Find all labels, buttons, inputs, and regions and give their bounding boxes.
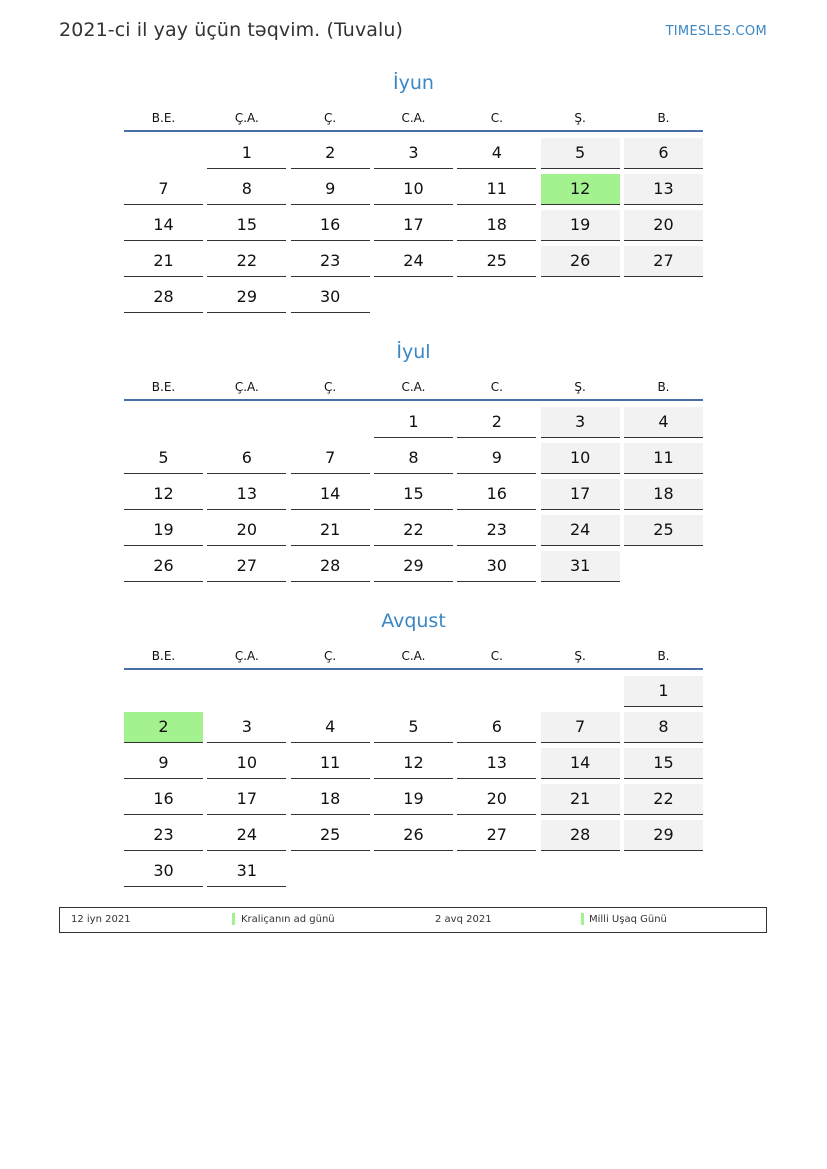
day-cell: 6 bbox=[207, 443, 286, 474]
day-cell: 25 bbox=[291, 820, 370, 851]
day-cell: 30 bbox=[457, 551, 536, 582]
weekday-label: C. bbox=[490, 380, 503, 394]
empty-day-cell bbox=[541, 676, 620, 706]
day-cell: 10 bbox=[541, 443, 620, 474]
week-row bbox=[124, 246, 703, 282]
page-title: 2021-ci il yay üçün təqvim. (Tuvalu) bbox=[59, 19, 404, 41]
day-cell: 17 bbox=[541, 479, 620, 510]
empty-day-cell bbox=[374, 676, 453, 706]
day-cell: 9 bbox=[457, 443, 536, 474]
day-cell: 20 bbox=[207, 515, 286, 546]
weekday-label: Ş. bbox=[574, 649, 586, 663]
day-cell: 19 bbox=[124, 515, 203, 546]
day-cell: 6 bbox=[624, 138, 703, 169]
day-cell: 17 bbox=[374, 210, 453, 241]
empty-day-cell bbox=[291, 676, 370, 706]
day-cell: 14 bbox=[541, 748, 620, 779]
day-cell: 22 bbox=[374, 515, 453, 546]
day-cell: 28 bbox=[541, 820, 620, 851]
week-row bbox=[124, 712, 703, 748]
day-grid bbox=[124, 676, 703, 892]
day-cell: 17 bbox=[207, 784, 286, 815]
week-row bbox=[124, 676, 703, 712]
day-cell: 21 bbox=[124, 246, 203, 277]
day-cell: 25 bbox=[624, 515, 703, 546]
month-title: İyun bbox=[393, 72, 434, 94]
empty-day-cell bbox=[291, 407, 370, 437]
empty-day-cell bbox=[291, 856, 370, 886]
weekday-label: C. bbox=[490, 111, 503, 125]
month-title: İyul bbox=[396, 341, 431, 363]
day-cell: 14 bbox=[124, 210, 203, 241]
holiday-legend bbox=[59, 907, 767, 933]
day-cell: 12 bbox=[374, 748, 453, 779]
day-cell: 26 bbox=[124, 551, 203, 582]
week-row bbox=[124, 210, 703, 246]
weekday-label: B.E. bbox=[151, 111, 176, 125]
month-title: Avqust bbox=[381, 610, 446, 632]
day-cell: 19 bbox=[541, 210, 620, 241]
week-row bbox=[124, 820, 703, 856]
weekday-label: Ç.A. bbox=[234, 380, 259, 394]
day-cell: 8 bbox=[374, 443, 453, 474]
day-cell: 22 bbox=[207, 246, 286, 277]
week-row bbox=[124, 551, 703, 587]
weekday-label: B.E. bbox=[151, 649, 176, 663]
day-cell: 26 bbox=[541, 246, 620, 277]
day-cell: 1 bbox=[207, 138, 286, 169]
day-cell: 29 bbox=[374, 551, 453, 582]
day-cell: 7 bbox=[541, 712, 620, 743]
day-cell: 26 bbox=[374, 820, 453, 851]
month-calendar bbox=[124, 68, 703, 318]
holiday-day-cell: 12 bbox=[541, 174, 620, 205]
weekday-label: C.A. bbox=[401, 649, 426, 663]
day-cell: 21 bbox=[291, 515, 370, 546]
weekday-label: Ç. bbox=[324, 649, 337, 663]
day-cell: 3 bbox=[374, 138, 453, 169]
empty-day-cell bbox=[624, 856, 703, 886]
weekday-label: C. bbox=[490, 649, 503, 663]
day-cell: 15 bbox=[374, 479, 453, 510]
day-cell: 13 bbox=[457, 748, 536, 779]
day-cell: 25 bbox=[457, 246, 536, 277]
brand-link[interactable]: TIMESLES.COM bbox=[665, 24, 767, 39]
weekday-label: Ç. bbox=[324, 380, 337, 394]
day-cell: 4 bbox=[457, 138, 536, 169]
empty-day-cell bbox=[457, 856, 536, 886]
weekday-label: B.E. bbox=[151, 380, 176, 394]
empty-day-cell bbox=[541, 282, 620, 312]
day-cell: 5 bbox=[124, 443, 203, 474]
day-grid bbox=[124, 138, 703, 318]
weekday-label: Ç.A. bbox=[234, 111, 259, 125]
day-cell: 23 bbox=[124, 820, 203, 851]
day-cell: 11 bbox=[624, 443, 703, 474]
weekday-header bbox=[124, 106, 703, 132]
empty-day-cell bbox=[374, 282, 453, 312]
empty-day-cell bbox=[457, 676, 536, 706]
day-cell: 24 bbox=[541, 515, 620, 546]
day-cell: 31 bbox=[541, 551, 620, 582]
day-grid bbox=[124, 407, 703, 587]
day-cell: 8 bbox=[207, 174, 286, 205]
weekday-label: C.A. bbox=[401, 380, 426, 394]
week-row bbox=[124, 515, 703, 551]
day-cell: 10 bbox=[207, 748, 286, 779]
day-cell: 10 bbox=[374, 174, 453, 205]
day-cell: 13 bbox=[624, 174, 703, 205]
day-cell: 21 bbox=[541, 784, 620, 815]
empty-day-cell bbox=[457, 282, 536, 312]
day-cell: 23 bbox=[291, 246, 370, 277]
month-calendar bbox=[124, 606, 703, 892]
empty-day-cell bbox=[374, 856, 453, 886]
day-cell: 18 bbox=[624, 479, 703, 510]
empty-day-cell bbox=[541, 856, 620, 886]
day-cell: 12 bbox=[124, 479, 203, 510]
day-cell: 5 bbox=[541, 138, 620, 169]
weekday-header bbox=[124, 375, 703, 401]
day-cell: 19 bbox=[374, 784, 453, 815]
day-cell: 5 bbox=[374, 712, 453, 743]
legend-date-1: 12 iyn 2021 bbox=[71, 914, 131, 925]
weekday-label: B. bbox=[657, 649, 670, 663]
legend-name-2: Milli Uşaq Günü bbox=[589, 914, 667, 925]
day-cell: 6 bbox=[457, 712, 536, 743]
day-cell: 15 bbox=[207, 210, 286, 241]
day-cell: 30 bbox=[124, 856, 203, 887]
day-cell: 4 bbox=[291, 712, 370, 743]
weekday-header bbox=[124, 644, 703, 670]
day-cell: 4 bbox=[624, 407, 703, 438]
empty-day-cell bbox=[624, 282, 703, 312]
holiday-day-cell: 2 bbox=[124, 712, 203, 743]
day-cell: 16 bbox=[124, 784, 203, 815]
day-cell: 28 bbox=[291, 551, 370, 582]
day-cell: 28 bbox=[124, 282, 203, 313]
week-row bbox=[124, 174, 703, 210]
day-cell: 16 bbox=[457, 479, 536, 510]
week-row bbox=[124, 479, 703, 515]
legend-marker-1 bbox=[232, 913, 235, 925]
month-calendar bbox=[124, 337, 703, 587]
empty-day-cell bbox=[124, 138, 203, 168]
weekday-label: C.A. bbox=[401, 111, 426, 125]
legend-marker-2 bbox=[581, 913, 584, 925]
day-cell: 14 bbox=[291, 479, 370, 510]
day-cell: 2 bbox=[457, 407, 536, 438]
day-cell: 15 bbox=[624, 748, 703, 779]
week-row bbox=[124, 748, 703, 784]
day-cell: 22 bbox=[624, 784, 703, 815]
week-row bbox=[124, 282, 703, 318]
day-cell: 11 bbox=[291, 748, 370, 779]
day-cell: 27 bbox=[207, 551, 286, 582]
day-cell: 23 bbox=[457, 515, 536, 546]
empty-day-cell bbox=[207, 676, 286, 706]
week-row bbox=[124, 138, 703, 174]
empty-day-cell bbox=[124, 407, 203, 437]
day-cell: 9 bbox=[124, 748, 203, 779]
day-cell: 20 bbox=[457, 784, 536, 815]
empty-day-cell bbox=[624, 551, 703, 581]
day-cell: 13 bbox=[207, 479, 286, 510]
weekday-label: B. bbox=[657, 380, 670, 394]
day-cell: 24 bbox=[374, 246, 453, 277]
day-cell: 3 bbox=[541, 407, 620, 438]
day-cell: 27 bbox=[624, 246, 703, 277]
day-cell: 20 bbox=[624, 210, 703, 241]
week-row bbox=[124, 856, 703, 892]
day-cell: 16 bbox=[291, 210, 370, 241]
empty-day-cell bbox=[124, 676, 203, 706]
day-cell: 8 bbox=[624, 712, 703, 743]
weekday-label: Ç.A. bbox=[234, 649, 259, 663]
weekday-label: B. bbox=[657, 111, 670, 125]
day-cell: 29 bbox=[624, 820, 703, 851]
day-cell: 7 bbox=[124, 174, 203, 205]
day-cell: 7 bbox=[291, 443, 370, 474]
week-row bbox=[124, 407, 703, 443]
weekday-label: Ş. bbox=[574, 111, 586, 125]
day-cell: 2 bbox=[291, 138, 370, 169]
legend-date-2: 2 avq 2021 bbox=[435, 914, 492, 925]
day-cell: 30 bbox=[291, 282, 370, 313]
day-cell: 31 bbox=[207, 856, 286, 887]
weekday-label: Ş. bbox=[574, 380, 586, 394]
week-row bbox=[124, 784, 703, 820]
day-cell: 11 bbox=[457, 174, 536, 205]
weekday-label: Ç. bbox=[324, 111, 337, 125]
empty-day-cell bbox=[207, 407, 286, 437]
day-cell: 27 bbox=[457, 820, 536, 851]
day-cell: 1 bbox=[374, 407, 453, 438]
day-cell: 18 bbox=[291, 784, 370, 815]
day-cell: 1 bbox=[624, 676, 703, 707]
day-cell: 9 bbox=[291, 174, 370, 205]
day-cell: 18 bbox=[457, 210, 536, 241]
day-cell: 29 bbox=[207, 282, 286, 313]
legend-name-1: Kraliçanın ad günü bbox=[241, 914, 335, 925]
day-cell: 24 bbox=[207, 820, 286, 851]
week-row bbox=[124, 443, 703, 479]
day-cell: 3 bbox=[207, 712, 286, 743]
